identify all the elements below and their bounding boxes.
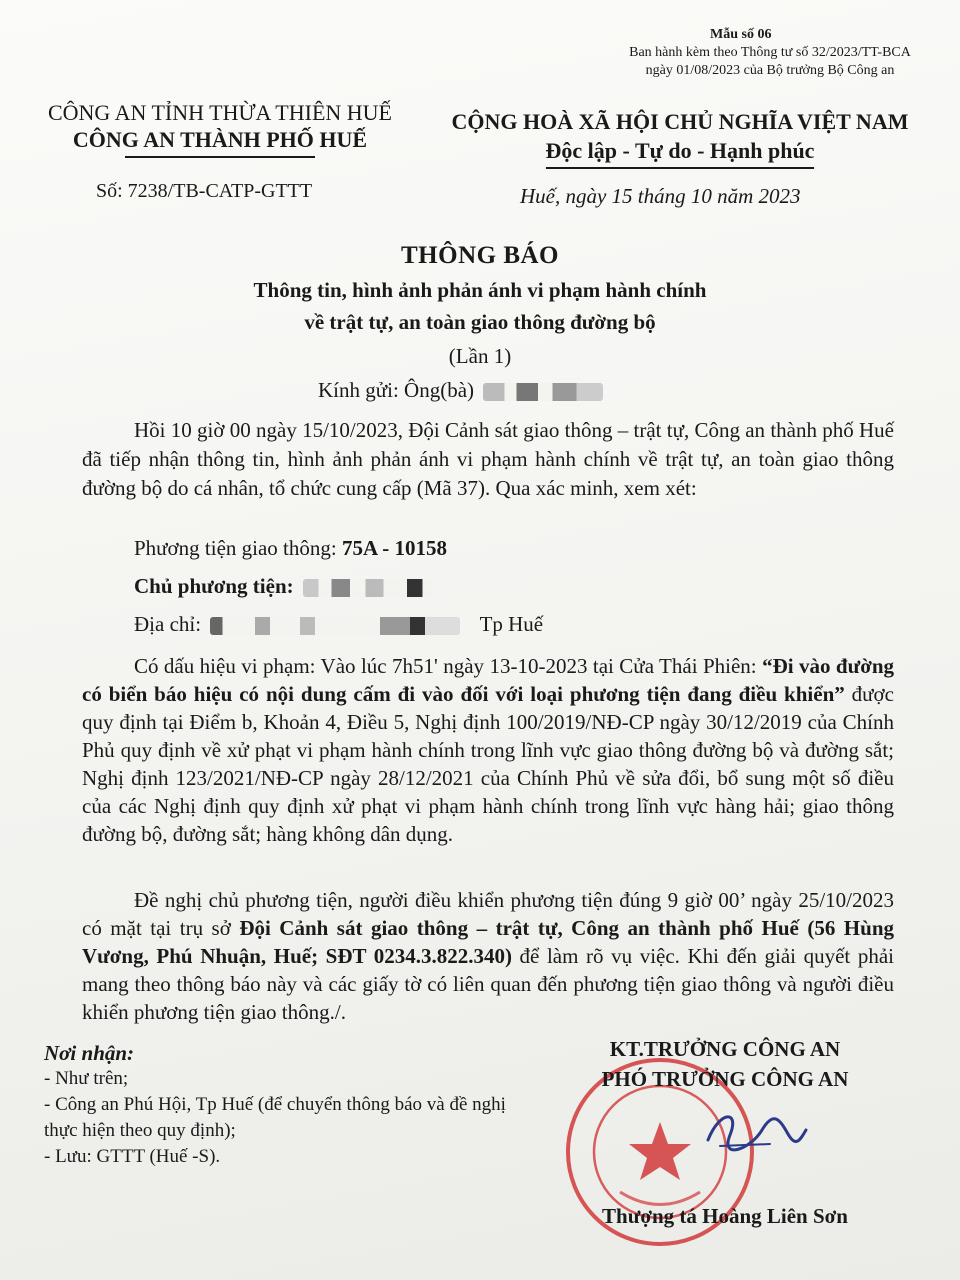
violation-legal-basis: được quy định tại Điểm b, Khoản 4, Điều 5, Nghị định 100/2019/NĐ-CP ngày 30/12/2019 của Chính Phủ quy định về xử phạt vi phạm hành chính trong lĩnh vực giao thông đường bộ và đường sắt; Nghị định 123/2021/NĐ-CP ngày 28/12/2021 của Chính Phủ về sửa đổi, bổ sung một số điều của các Nghị định quy định xử phạt vi phạm hành chính trong lĩnh vực hàng hải; giao thông đường bộ, đường sắt; hàng không dân dụng.	[82, 682, 894, 846]
national-title: CỘNG HOÀ XÃ HỘI CHỦ NGHĨA VIỆT NAM	[451, 109, 909, 134]
agency-header	[20, 100, 420, 158]
form-issued-line1: Ban hành kèm theo Thông tư số 32/2023/TT-BCA	[629, 45, 911, 60]
owner-field	[134, 574, 433, 599]
document-number: Số: 7238/TB-CATP-GTTT	[96, 180, 313, 202]
redacted-owner	[303, 579, 433, 597]
document-title: THÔNG BÁO	[401, 242, 559, 269]
document-round: (Lần 1)	[448, 344, 512, 368]
agency-divider	[125, 156, 315, 158]
handwritten-signature	[700, 1100, 810, 1160]
address-field	[134, 612, 894, 637]
violation-paragraph	[82, 652, 894, 848]
violation-description: “Đi vào đường có biển báo hiệu có nội dung cấm đi vào đối với loại phương tiện đang điều khiển”	[82, 654, 894, 706]
recipient-item: - Lưu: GTTT (Huế -S).	[44, 1146, 221, 1167]
address-city: Tp Huế	[479, 612, 544, 636]
form-number: Mẫu số 06	[710, 27, 772, 42]
address-label: Địa chỉ:	[134, 612, 202, 636]
vehicle-plate: 75A - 10158	[341, 536, 447, 560]
vehicle-label: Phương tiện giao thông:	[134, 536, 342, 560]
violation-prefix: Có dấu hiệu vi phạm: Vào lúc 7h51' ngày 13-10-2023 tại Cửa Thái Phiên:	[134, 654, 763, 678]
signature-block	[560, 1034, 890, 1094]
intro-paragraph: Hồi 10 giờ 00 ngày 15/10/2023, Đội Cảnh sát giao thông – trật tự, Công an thành phố Huế đã tiếp nhận thông tin, hình ảnh phản ánh vi phạm hành chính về trật tự, an toàn giao thông đường bộ do cá nhân, tổ chức cung cấp (Mã 37). Qua xác minh, xem xét:	[82, 418, 894, 500]
recipient-item: - Như trên;	[44, 1068, 129, 1089]
request-paragraph	[82, 886, 894, 1026]
owner-label: Chủ phương tiện:	[134, 574, 294, 598]
document-subtitle-2: về trật tự, an toàn giao thông đường bộ	[304, 310, 656, 334]
place-date: Huế, ngày 15 tháng 10 năm 2023	[520, 184, 801, 208]
agency-name: CÔNG AN THÀNH PHỐ HUẾ	[72, 127, 368, 152]
signature-title-2: PHÓ TRƯỞNG CÔNG AN	[601, 1067, 849, 1091]
request-location: Đội Cảnh sát giao thông – trật tự, Công an thành phố Huế (56 Hùng Vương, Phú Nhuận, Huế; SĐT 0234.3.822.340)	[82, 916, 894, 968]
agency-parent: CÔNG AN TỈNH THỪA THIÊN HUẾ	[47, 100, 392, 125]
recipient-label: Kính gửi: Ông(bà)	[318, 378, 475, 402]
request-rest: để làm rõ vụ việc. Khi đến giải quyết phải mang theo thông báo này và các giấy tờ có liên quan đến phương tiện giao thông và người điều khiển phương tiện giao thông./.	[82, 944, 894, 1024]
request-prefix: Đề nghị chủ phương tiện, người điều khiển phương tiện đúng 9 giờ 00’ ngày 25/10/2023 có mặt tại trụ sở	[82, 888, 894, 940]
national-header	[430, 108, 930, 169]
recipient-line	[318, 378, 603, 403]
recipients-heading: Nơi nhận:	[44, 1041, 135, 1065]
form-header	[600, 26, 940, 80]
signature-title-1: KT.TRƯỞNG CÔNG AN	[609, 1037, 841, 1061]
national-motto: Độc lập - Tự do - Hạnh phúc	[546, 136, 815, 169]
document-subtitle-1: Thông tin, hình ảnh phản ánh vi phạm hành chính	[253, 278, 707, 302]
recipient-item: - Công an Phú Hội, Tp Huế (để chuyển thông báo và đề nghị thực hiện theo quy định);	[44, 1094, 506, 1141]
signer-name: Thượng tá Hoàng Liên Sơn	[602, 1204, 848, 1228]
form-issued-line2: ngày 01/08/2023 của Bộ trưởng Bộ Công an	[645, 63, 895, 78]
vehicle-field	[134, 536, 447, 561]
redacted-address	[210, 617, 460, 635]
redacted-name	[483, 383, 603, 401]
recipients-block	[44, 1040, 514, 1170]
